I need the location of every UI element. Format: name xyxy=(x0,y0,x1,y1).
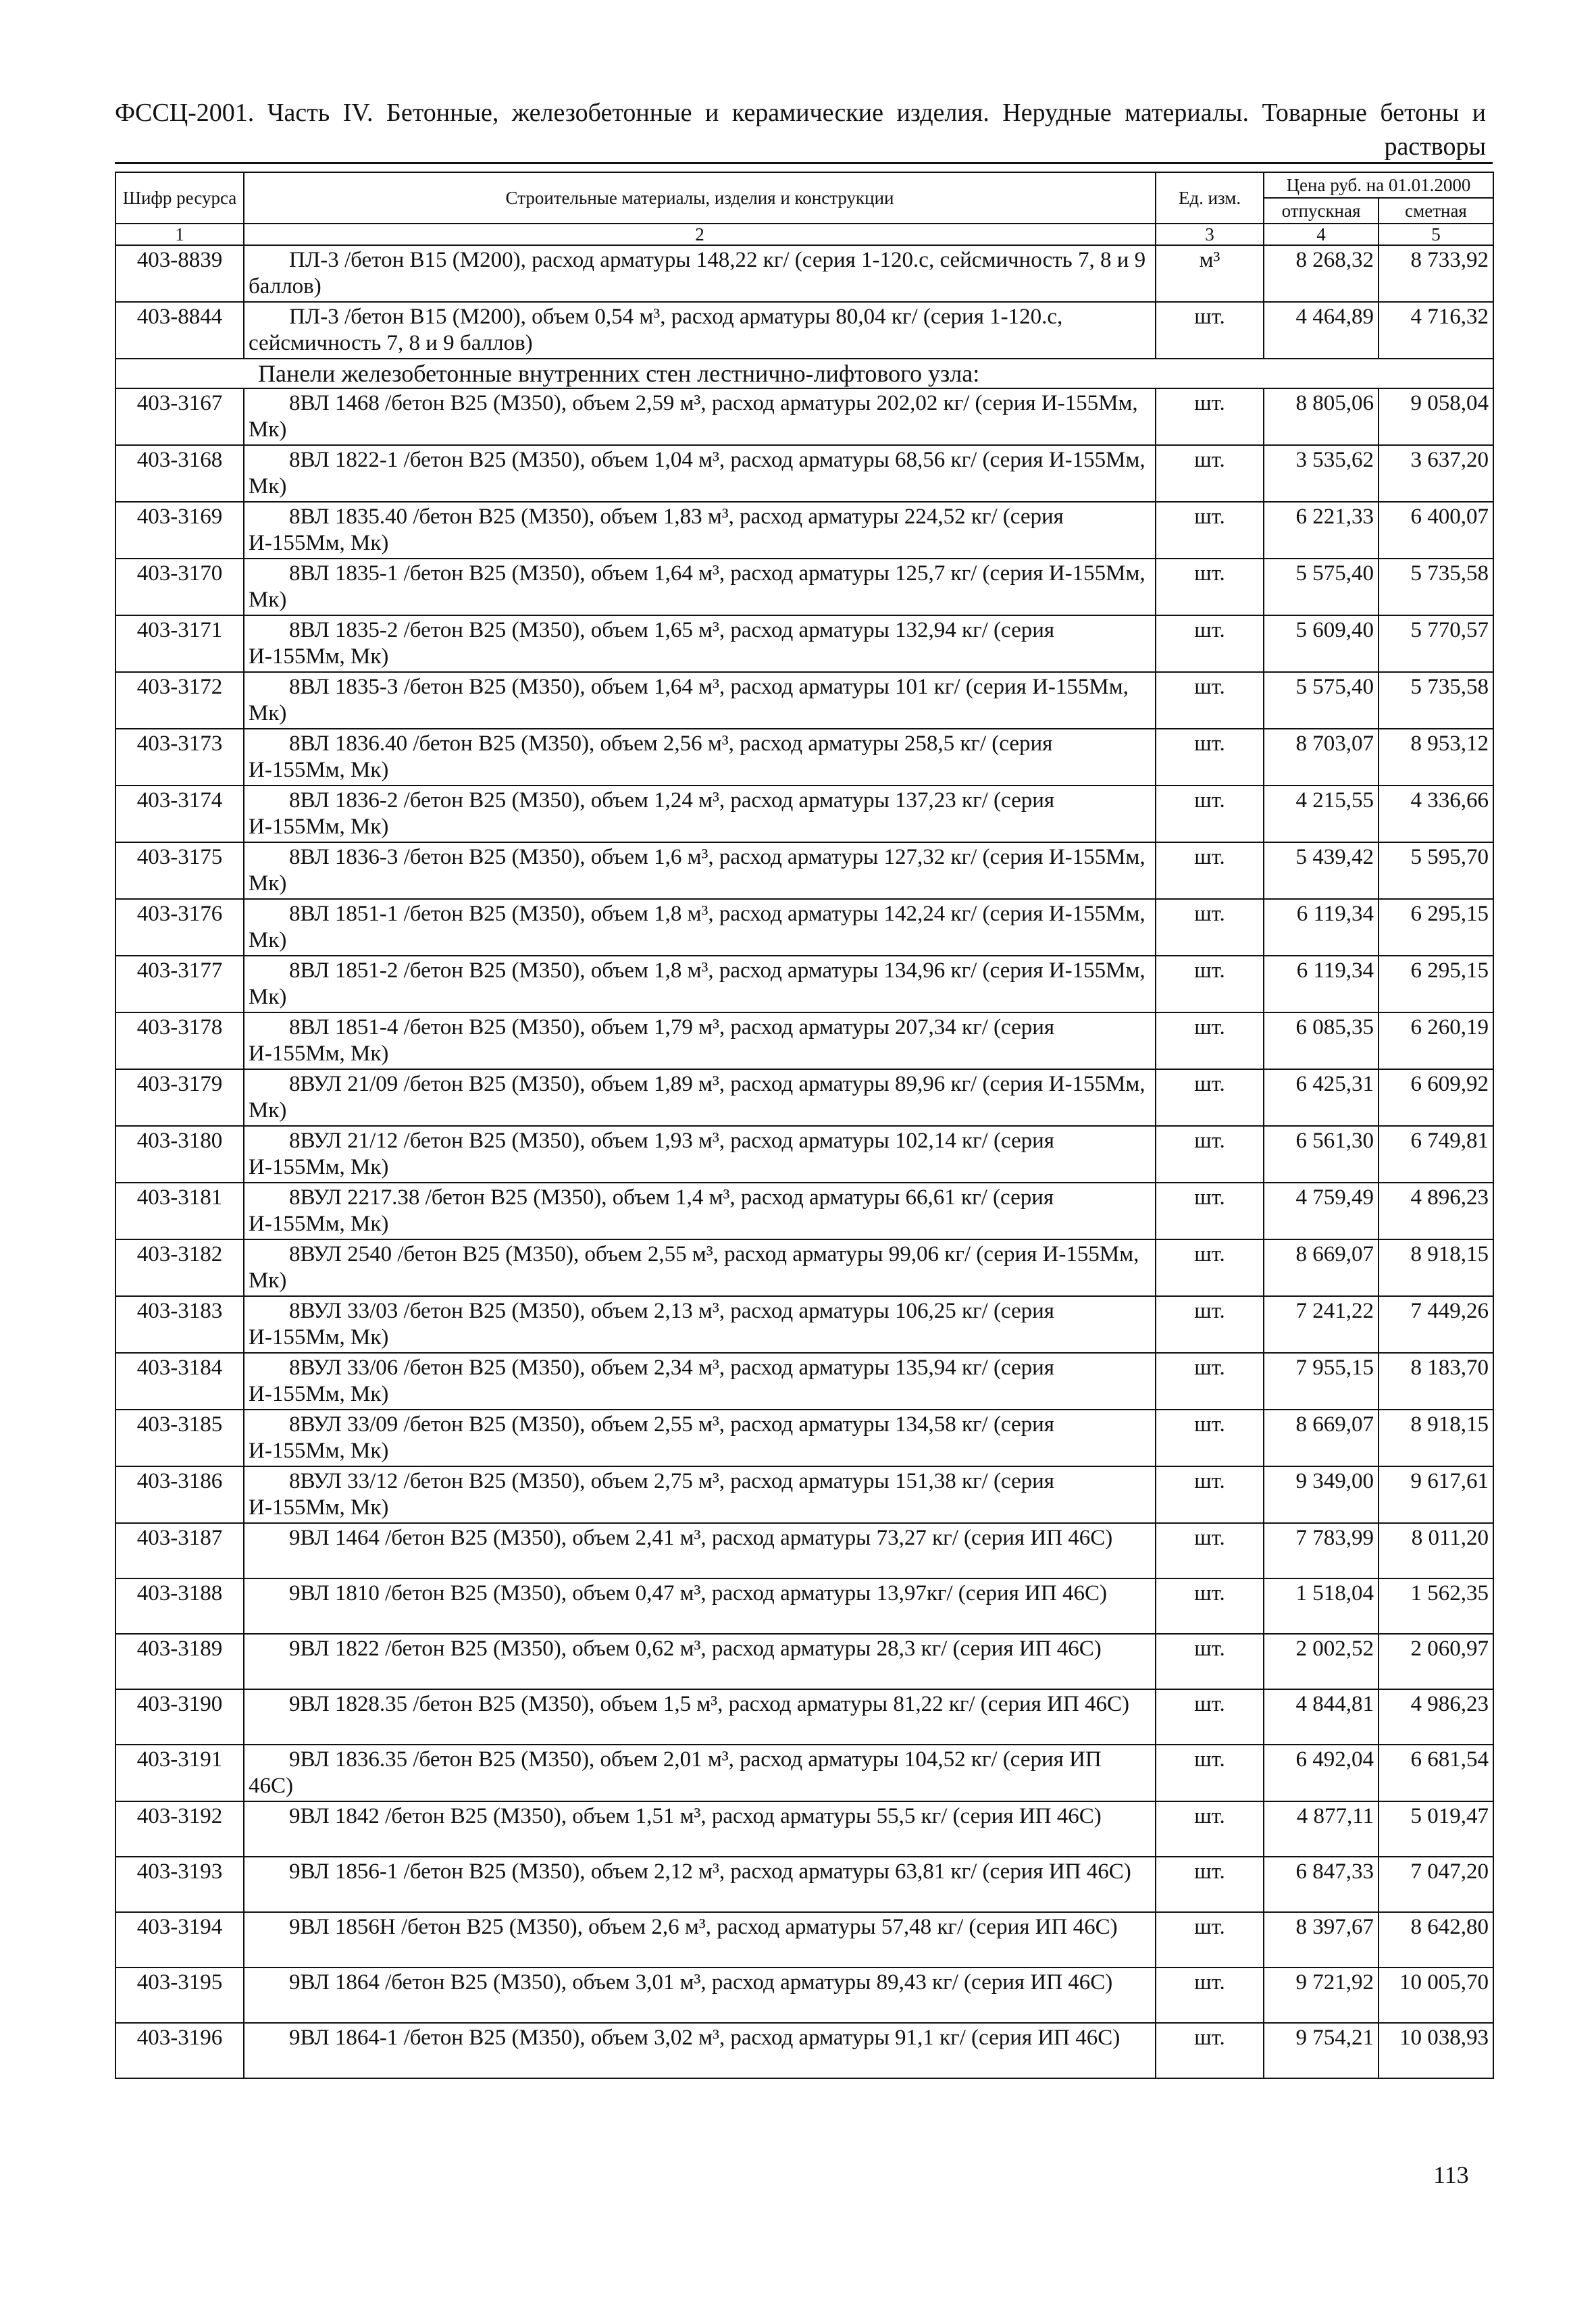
description-cell: 9ВЛ 1836.35 /бетон В25 (М350), объем 2,01 м³, расход арматуры 104,52 кг/ (серия ИП 46С) xyxy=(244,1745,1156,1801)
estimate-price-cell: 5 735,58 xyxy=(1379,672,1493,729)
release-price-cell: 4 215,55 xyxy=(1264,786,1379,842)
table-row xyxy=(115,2023,1493,2078)
header-rule xyxy=(115,162,1493,164)
unit-cell: шт. xyxy=(1156,1634,1264,1689)
estimate-price-cell: 2 060,97 xyxy=(1379,1634,1493,1689)
header-unit: Ед. изм. xyxy=(1156,172,1264,224)
release-price-cell: 7 783,99 xyxy=(1264,1523,1379,1578)
resource-code-cell: 403-3168 xyxy=(115,445,244,502)
column-number: 2 xyxy=(244,224,1156,245)
release-price-cell: 1 518,04 xyxy=(1264,1578,1379,1634)
description-cell: 9ВЛ 1856Н /бетон В25 (М350), объем 2,6 м³, расход арматуры 57,48 кг/ (серия ИП 46С) xyxy=(244,1912,1156,1968)
resource-code-cell: 403-3174 xyxy=(115,786,244,842)
unit-cell: шт. xyxy=(1156,1353,1264,1410)
section-row xyxy=(115,359,1493,388)
release-price-cell: 7 955,15 xyxy=(1264,1353,1379,1410)
resource-code-cell: 403-3178 xyxy=(115,1012,244,1069)
section-title: Панели железобетонные внутренних стен лестнично-лифтового узла: xyxy=(115,359,1493,388)
release-price-cell: 6 492,04 xyxy=(1264,1745,1379,1801)
description-cell: 9ВЛ 1864-1 /бетон В25 (М350), объем 3,02 м³, расход арматуры 91,1 кг/ (серия ИП 46С) xyxy=(244,2023,1156,2078)
release-price-cell: 6 561,30 xyxy=(1264,1126,1379,1183)
unit-cell: шт. xyxy=(1156,899,1264,956)
resource-code-cell: 403-3182 xyxy=(115,1239,244,1296)
estimate-price-cell: 6 609,92 xyxy=(1379,1069,1493,1126)
resource-code-cell: 403-3192 xyxy=(115,1801,244,1857)
page-header: ФССЦ-2001. Часть IV. Бетонные, железобетонные и керамические изделия. Нерудные материалы. Товарные бетоны и растворы xyxy=(115,99,1486,161)
resource-code-cell: 403-8844 xyxy=(115,302,244,359)
table-row xyxy=(115,1069,1493,1126)
description-cell: 8ВУЛ 2217.38 /бетон В25 (М350), объем 1,4 м³, расход арматуры 66,61 кг/ (серия И-155Мм, Мк) xyxy=(244,1183,1156,1239)
description-cell: ПЛ-3 /бетон В15 (М200), расход арматуры 148,22 кг/ (серия 1-120.с, сейсмичность 7, 8 и 9 баллов) xyxy=(244,245,1156,302)
resource-code-cell: 403-3180 xyxy=(115,1126,244,1183)
table-row xyxy=(115,1912,1493,1968)
release-price-cell: 4 877,11 xyxy=(1264,1801,1379,1857)
table-row xyxy=(115,502,1493,559)
unit-cell: шт. xyxy=(1156,1745,1264,1801)
estimate-price-cell: 8 953,12 xyxy=(1379,729,1493,786)
description-cell: 8ВУЛ 2540 /бетон В25 (М350), объем 2,55 м³, расход арматуры 99,06 кг/ (серия И-155Мм, Мк) xyxy=(244,1239,1156,1296)
estimate-price-cell: 6 295,15 xyxy=(1379,899,1493,956)
table-row xyxy=(115,559,1493,615)
estimate-price-cell: 4 336,66 xyxy=(1379,786,1493,842)
unit-cell: шт. xyxy=(1156,559,1264,615)
description-cell: 9ВЛ 1842 /бетон В25 (М350), объем 1,51 м³, расход арматуры 55,5 кг/ (серия ИП 46С) xyxy=(244,1801,1156,1857)
release-price-cell: 4 759,49 xyxy=(1264,1183,1379,1239)
resource-code-cell: 403-3173 xyxy=(115,729,244,786)
estimate-price-cell: 4 716,32 xyxy=(1379,302,1493,359)
estimate-price-cell: 10 038,93 xyxy=(1379,2023,1493,2078)
release-price-cell: 9 349,00 xyxy=(1264,1466,1379,1523)
description-cell: ПЛ-3 /бетон В15 (М200), объем 0,54 м³, расход арматуры 80,04 кг/ (серия 1-120.с, сейсмичность 7, 8 и 9 баллов) xyxy=(244,302,1156,359)
table-row xyxy=(115,1634,1493,1689)
resource-code-cell: 403-3176 xyxy=(115,899,244,956)
release-price-cell: 7 241,22 xyxy=(1264,1296,1379,1353)
release-price-cell: 6 119,34 xyxy=(1264,899,1379,956)
unit-cell: шт. xyxy=(1156,502,1264,559)
estimate-price-cell: 4 896,23 xyxy=(1379,1183,1493,1239)
description-cell: 8ВУЛ 33/06 /бетон В25 (М350), объем 2,34 м³, расход арматуры 135,94 кг/ (серия И-155Мм, Мк) xyxy=(244,1353,1156,1410)
resource-code-cell: 403-3175 xyxy=(115,842,244,899)
description-cell: 8ВЛ 1835-2 /бетон В25 (М350), объем 1,65 м³, расход арматуры 132,94 кг/ (серия И-155Мм, Мк) xyxy=(244,615,1156,672)
table-row xyxy=(115,1239,1493,1296)
resource-code-cell: 403-3196 xyxy=(115,2023,244,2078)
table-row xyxy=(115,1968,1493,2023)
table-row xyxy=(115,445,1493,502)
estimate-price-cell: 7 449,26 xyxy=(1379,1296,1493,1353)
description-cell: 8ВУЛ 21/09 /бетон В25 (М350), объем 1,89 м³, расход арматуры 89,96 кг/ (серия И-155Мм, Мк) xyxy=(244,1069,1156,1126)
release-price-cell: 3 535,62 xyxy=(1264,445,1379,502)
estimate-price-cell: 6 400,07 xyxy=(1379,502,1493,559)
release-price-cell: 4 464,89 xyxy=(1264,302,1379,359)
resource-code-cell: 403-3170 xyxy=(115,559,244,615)
estimate-price-cell: 3 637,20 xyxy=(1379,445,1493,502)
description-cell: 8ВЛ 1468 /бетон В25 (М350), объем 2,59 м³, расход арматуры 202,02 кг/ (серия И-155Мм, Мк) xyxy=(244,388,1156,445)
release-price-cell: 9 754,21 xyxy=(1264,2023,1379,2078)
unit-cell: шт. xyxy=(1156,2023,1264,2078)
header-name: Строительные материалы, изделия и конструкции xyxy=(244,172,1156,224)
description-cell: 9ВЛ 1822 /бетон В25 (М350), объем 0,62 м³, расход арматуры 28,3 кг/ (серия ИП 46С) xyxy=(244,1634,1156,1689)
resource-code-cell: 403-3177 xyxy=(115,956,244,1012)
table-row xyxy=(115,1126,1493,1183)
resource-code-cell: 403-8839 xyxy=(115,245,244,302)
header-price-estimate: сметная xyxy=(1379,198,1493,224)
unit-cell: шт. xyxy=(1156,1239,1264,1296)
unit-cell: шт. xyxy=(1156,956,1264,1012)
release-price-cell: 6 085,35 xyxy=(1264,1012,1379,1069)
table-row xyxy=(115,1410,1493,1466)
table-row xyxy=(115,1183,1493,1239)
table-section xyxy=(115,359,1493,388)
estimate-price-cell: 8 183,70 xyxy=(1379,1353,1493,1410)
estimate-price-cell: 5 735,58 xyxy=(1379,559,1493,615)
unit-cell: шт. xyxy=(1156,1578,1264,1634)
release-price-cell: 5 575,40 xyxy=(1264,672,1379,729)
unit-cell: шт. xyxy=(1156,1410,1264,1466)
table-row xyxy=(115,1466,1493,1523)
estimate-price-cell: 9 617,61 xyxy=(1379,1466,1493,1523)
resource-code-cell: 403-3183 xyxy=(115,1296,244,1353)
unit-cell: шт. xyxy=(1156,1689,1264,1745)
unit-cell: шт. xyxy=(1156,1183,1264,1239)
header-code: Шифр ресурса xyxy=(115,172,244,224)
release-price-cell: 5 575,40 xyxy=(1264,559,1379,615)
release-price-cell: 6 221,33 xyxy=(1264,502,1379,559)
table-row xyxy=(115,729,1493,786)
release-price-cell: 6 425,31 xyxy=(1264,1069,1379,1126)
resource-code-cell: 403-3195 xyxy=(115,1968,244,2023)
table-row xyxy=(115,1745,1493,1801)
column-number: 4 xyxy=(1264,224,1379,245)
resource-code-cell: 403-3172 xyxy=(115,672,244,729)
resource-code-cell: 403-3167 xyxy=(115,388,244,445)
release-price-cell: 8 669,07 xyxy=(1264,1410,1379,1466)
estimate-price-cell: 10 005,70 xyxy=(1379,1968,1493,2023)
table-row xyxy=(115,956,1493,1012)
estimate-price-cell: 8 918,15 xyxy=(1379,1239,1493,1296)
description-cell: 8ВЛ 1836.40 /бетон В25 (М350), объем 2,56 м³, расход арматуры 258,5 кг/ (серия И-155Мм, Мк) xyxy=(244,729,1156,786)
description-cell: 9ВЛ 1864 /бетон В25 (М350), объем 3,01 м³, расход арматуры 89,43 кг/ (серия ИП 46С) xyxy=(244,1968,1156,2023)
header-price-group: Цена руб. на 01.01.2000 xyxy=(1264,172,1493,198)
release-price-cell: 4 844,81 xyxy=(1264,1689,1379,1745)
table-body-main xyxy=(115,388,1493,2078)
price-table xyxy=(115,172,1494,2079)
estimate-price-cell: 8 011,20 xyxy=(1379,1523,1493,1578)
table-row xyxy=(115,1801,1493,1857)
description-cell: 8ВУЛ 33/12 /бетон В25 (М350), объем 2,75 м³, расход арматуры 151,38 кг/ (серия И-155Мм, Мк) xyxy=(244,1466,1156,1523)
description-cell: 8ВЛ 1851-1 /бетон В25 (М350), объем 1,8 м³, расход арматуры 142,24 кг/ (серия И-155Мм, Мк) xyxy=(244,899,1156,956)
unit-cell: шт. xyxy=(1156,1801,1264,1857)
table-row xyxy=(115,786,1493,842)
estimate-price-cell: 6 260,19 xyxy=(1379,1012,1493,1069)
unit-cell: шт. xyxy=(1156,1069,1264,1126)
estimate-price-cell: 8 918,15 xyxy=(1379,1410,1493,1466)
unit-cell: шт. xyxy=(1156,1126,1264,1183)
description-cell: 8ВЛ 1822-1 /бетон В25 (М350), объем 1,04 м³, расход арматуры 68,56 кг/ (серия И-155Мм, Мк) xyxy=(244,445,1156,502)
description-cell: 8ВЛ 1851-2 /бетон В25 (М350), объем 1,8 м³, расход арматуры 134,96 кг/ (серия И-155Мм, Мк) xyxy=(244,956,1156,1012)
table-row xyxy=(115,1523,1493,1578)
estimate-price-cell: 5 770,57 xyxy=(1379,615,1493,672)
table-row xyxy=(115,1012,1493,1069)
resource-code-cell: 403-3171 xyxy=(115,615,244,672)
resource-code-cell: 403-3191 xyxy=(115,1745,244,1801)
unit-cell: шт. xyxy=(1156,1012,1264,1069)
release-price-cell: 8 669,07 xyxy=(1264,1239,1379,1296)
release-price-cell: 5 439,42 xyxy=(1264,842,1379,899)
resource-code-cell: 403-3184 xyxy=(115,1353,244,1410)
table-body-top xyxy=(115,245,1493,359)
column-numbers-row xyxy=(115,224,1493,245)
estimate-price-cell: 9 058,04 xyxy=(1379,388,1493,445)
unit-cell: шт. xyxy=(1156,302,1264,359)
header-price-release: отпускная xyxy=(1264,198,1379,224)
table-row xyxy=(115,842,1493,899)
table-row xyxy=(115,302,1493,359)
unit-cell: м³ xyxy=(1156,245,1264,302)
estimate-price-cell: 8 733,92 xyxy=(1379,245,1493,302)
resource-code-cell: 403-3193 xyxy=(115,1857,244,1912)
estimate-price-cell: 1 562,35 xyxy=(1379,1578,1493,1634)
unit-cell: шт. xyxy=(1156,1968,1264,2023)
description-cell: 8ВЛ 1836-3 /бетон В25 (М350), объем 1,6 м³, расход арматуры 127,32 кг/ (серия И-155Мм, Мк) xyxy=(244,842,1156,899)
description-cell: 9ВЛ 1828.35 /бетон В25 (М350), объем 1,5 м³, расход арматуры 81,22 кг/ (серия ИП 46С) xyxy=(244,1689,1156,1745)
description-cell: 9ВЛ 1810 /бетон В25 (М350), объем 0,47 м³, расход арматуры 13,97кг/ (серия ИП 46С) xyxy=(244,1578,1156,1634)
description-cell: 8ВУЛ 33/03 /бетон В25 (М350), объем 2,13 м³, расход арматуры 106,25 кг/ (серия И-155Мм, Мк) xyxy=(244,1296,1156,1353)
table-row xyxy=(115,1689,1493,1745)
release-price-cell: 8 397,67 xyxy=(1264,1912,1379,1968)
description-cell: 8ВЛ 1835.40 /бетон В25 (М350), объем 1,83 м³, расход арматуры 224,52 кг/ (серия И-155Мм, Мк) xyxy=(244,502,1156,559)
estimate-price-cell: 6 681,54 xyxy=(1379,1745,1493,1801)
description-cell: 8ВЛ 1836-2 /бетон В25 (М350), объем 1,24 м³, расход арматуры 137,23 кг/ (серия И-155Мм, Мк) xyxy=(244,786,1156,842)
resource-code-cell: 403-3190 xyxy=(115,1689,244,1745)
resource-code-cell: 403-3188 xyxy=(115,1578,244,1634)
unit-cell: шт. xyxy=(1156,1466,1264,1523)
release-price-cell: 8 703,07 xyxy=(1264,729,1379,786)
column-number: 3 xyxy=(1156,224,1264,245)
unit-cell: шт. xyxy=(1156,445,1264,502)
unit-cell: шт. xyxy=(1156,786,1264,842)
table-row xyxy=(115,1857,1493,1912)
unit-cell: шт. xyxy=(1156,388,1264,445)
description-cell: 9ВЛ 1856-1 /бетон В25 (М350), объем 2,12 м³, расход арматуры 63,81 кг/ (серия ИП 46С) xyxy=(244,1857,1156,1912)
release-price-cell: 2 002,52 xyxy=(1264,1634,1379,1689)
table-row xyxy=(115,245,1493,302)
unit-cell: шт. xyxy=(1156,615,1264,672)
table-row xyxy=(115,672,1493,729)
release-price-cell: 9 721,92 xyxy=(1264,1968,1379,2023)
description-cell: 8ВЛ 1851-4 /бетон В25 (М350), объем 1,79 м³, расход арматуры 207,34 кг/ (серия И-155Мм, Мк) xyxy=(244,1012,1156,1069)
table-row xyxy=(115,1296,1493,1353)
resource-code-cell: 403-3181 xyxy=(115,1183,244,1239)
table-row xyxy=(115,899,1493,956)
resource-code-cell: 403-3185 xyxy=(115,1410,244,1466)
release-price-cell: 5 609,40 xyxy=(1264,615,1379,672)
resource-code-cell: 403-3194 xyxy=(115,1912,244,1968)
unit-cell: шт. xyxy=(1156,1296,1264,1353)
unit-cell: шт. xyxy=(1156,842,1264,899)
column-number: 5 xyxy=(1379,224,1493,245)
page-number: 113 xyxy=(1433,2161,1469,2188)
estimate-price-cell: 7 047,20 xyxy=(1379,1857,1493,1912)
resource-code-cell: 403-3189 xyxy=(115,1634,244,1689)
resource-code-cell: 403-3187 xyxy=(115,1523,244,1578)
description-cell: 8ВУЛ 33/09 /бетон В25 (М350), объем 2,55 м³, расход арматуры 134,58 кг/ (серия И-155Мм, Мк) xyxy=(244,1410,1156,1466)
unit-cell: шт. xyxy=(1156,1523,1264,1578)
release-price-cell: 8 268,32 xyxy=(1264,245,1379,302)
header-row xyxy=(115,172,1493,198)
table-row xyxy=(115,1578,1493,1634)
table-row xyxy=(115,1353,1493,1410)
unit-cell: шт. xyxy=(1156,1857,1264,1912)
resource-code-cell: 403-3186 xyxy=(115,1466,244,1523)
description-cell: 8ВУЛ 21/12 /бетон В25 (М350), объем 1,93 м³, расход арматуры 102,14 кг/ (серия И-155Мм, Мк) xyxy=(244,1126,1156,1183)
table-row xyxy=(115,615,1493,672)
unit-cell: шт. xyxy=(1156,1912,1264,1968)
description-cell: 8ВЛ 1835-3 /бетон В25 (М350), объем 1,64 м³, расход арматуры 101 кг/ (серия И-155Мм, Мк) xyxy=(244,672,1156,729)
estimate-price-cell: 6 749,81 xyxy=(1379,1126,1493,1183)
table-row xyxy=(115,388,1493,445)
release-price-cell: 8 805,06 xyxy=(1264,388,1379,445)
description-cell: 8ВЛ 1835-1 /бетон В25 (М350), объем 1,64 м³, расход арматуры 125,7 кг/ (серия И-155Мм, Мк) xyxy=(244,559,1156,615)
unit-cell: шт. xyxy=(1156,672,1264,729)
estimate-price-cell: 5 019,47 xyxy=(1379,1801,1493,1857)
release-price-cell: 6 119,34 xyxy=(1264,956,1379,1012)
estimate-price-cell: 5 595,70 xyxy=(1379,842,1493,899)
description-cell: 9ВЛ 1464 /бетон В25 (М350), объем 2,41 м³, расход арматуры 73,27 кг/ (серия ИП 46С) xyxy=(244,1523,1156,1578)
unit-cell: шт. xyxy=(1156,729,1264,786)
column-number: 1 xyxy=(115,224,244,245)
release-price-cell: 6 847,33 xyxy=(1264,1857,1379,1912)
resource-code-cell: 403-3169 xyxy=(115,502,244,559)
estimate-price-cell: 6 295,15 xyxy=(1379,956,1493,1012)
estimate-price-cell: 8 642,80 xyxy=(1379,1912,1493,1968)
resource-code-cell: 403-3179 xyxy=(115,1069,244,1126)
estimate-price-cell: 4 986,23 xyxy=(1379,1689,1493,1745)
